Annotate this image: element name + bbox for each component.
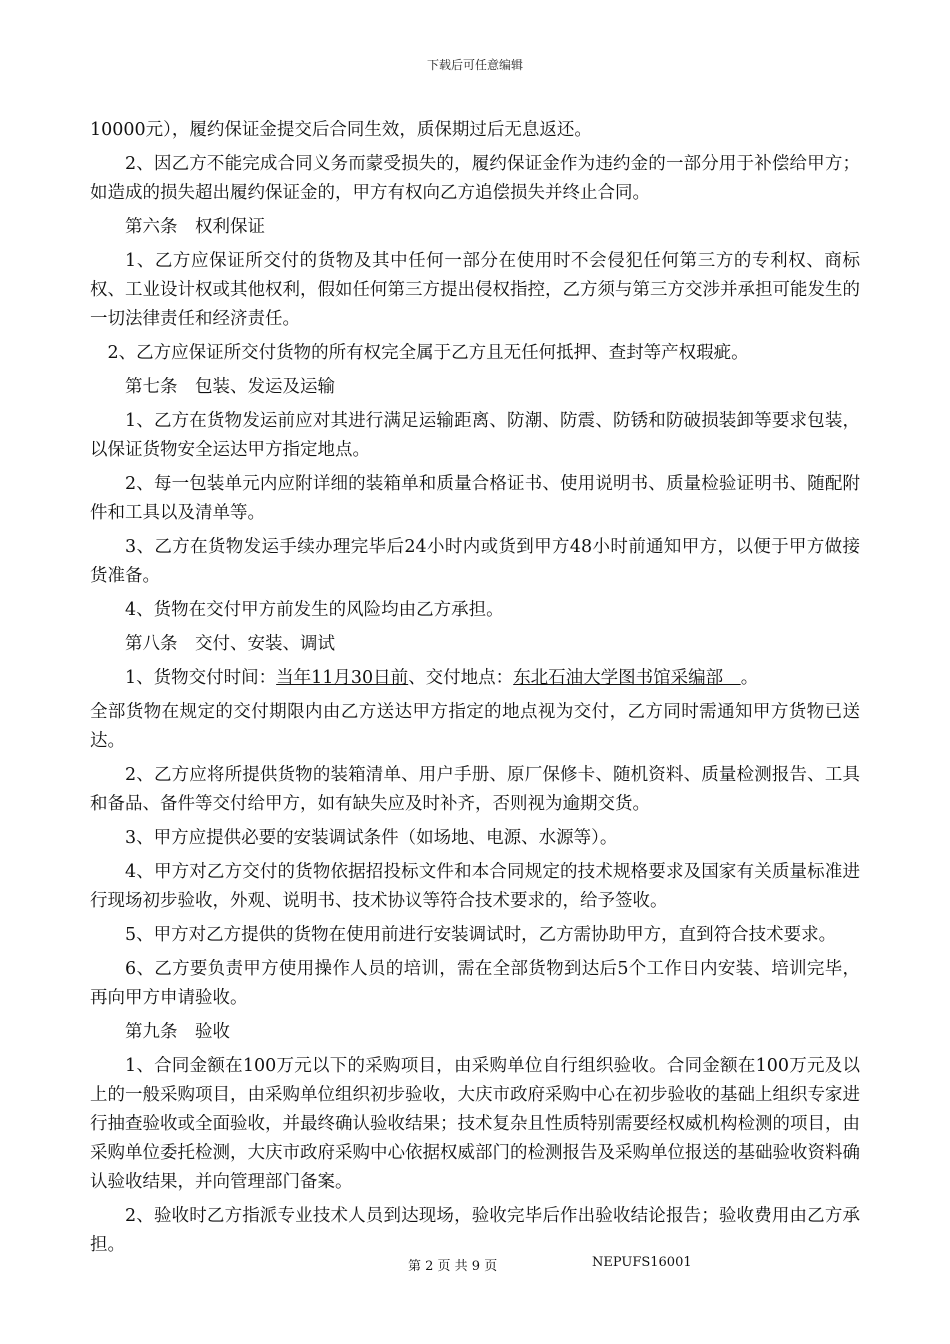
paragraph: 全部货物在规定的交付期限内由乙方送达甲方指定的地点视为交付，乙方同时需通知甲方货物已送达。 bbox=[90, 702, 860, 751]
document-body bbox=[90, 116, 860, 1265]
paragraph: 5、甲方对乙方提供的货物在使用前进行安装调试时，乙方需协助甲方，直到符合技术要求。 bbox=[125, 925, 837, 945]
paragraph: 4、货物在交付甲方前发生的风险均由乙方承担。 bbox=[125, 600, 504, 620]
paragraph: 2、因乙方不能完成合同义务而蒙受损失的，履约保证金作为违约金的一部分用于补偿给甲方；如造成的损失超出履约保证金的，甲方有权向乙方追偿损失并终止合同。 bbox=[90, 154, 860, 203]
page-header: 下载后可任意编辑 bbox=[426, 58, 523, 72]
paragraph: 2、乙方应保证所交付货物的所有权完全属于乙方且无任何抵押、查封等产权瑕疵。 bbox=[107, 343, 749, 363]
paragraph: 2、验收时乙方指派专业技术人员到达现场，验收完毕后作出验收结论报告；验收费用由乙方承担。 bbox=[90, 1206, 860, 1255]
paragraph: 2、乙方应将所提供货物的装箱清单、用户手册、原厂保修卡、随机资料、质量检测报告、工具和备品、备件等交付给甲方，如有缺失应及时补齐，否则视为逾期交货。 bbox=[90, 765, 860, 814]
delivery-suffix: 。 bbox=[740, 668, 759, 688]
section-heading: 第八条 交付、安装、调试 bbox=[125, 634, 335, 654]
page-number: 第 2 页 共 9 页 bbox=[408, 1259, 498, 1274]
paragraph: 3、乙方在货物发运手续办理完毕后24小时内或货到甲方48小时前通知甲方，以便于甲方做接货准备。 bbox=[90, 537, 860, 586]
section-heading: 第九条 验收 bbox=[125, 1022, 230, 1042]
paragraph: 4、甲方对乙方交付的货物依据招投标文件和本合同规定的技术规格要求及国家有关质量标准进行现场初步验收，外观、说明书、技术协议等符合技术要求的，给予签收。 bbox=[90, 862, 860, 911]
delivery-time: 当年11月30日前 bbox=[276, 668, 409, 688]
paragraph: 1、乙方在货物发运前应对其进行满足运输距离、防潮、防震、防锈和防破损装卸等要求包装，以保证货物安全运达甲方指定地点。 bbox=[90, 411, 860, 460]
paragraph: 1、乙方应保证所交付的货物及其中任何一部分在使用时不会侵犯任何第三方的专利权、商标权、工业设计权或其他权利，假如任何第三方提出侵权指控，乙方须与第三方交涉并承担可能发生的一切法律责任和经济责任。 bbox=[90, 251, 860, 329]
delivery-prefix: 1、货物交付时间： bbox=[125, 668, 277, 688]
delivery-mid: 、交付地点： bbox=[408, 668, 514, 688]
section-heading: 第七条 包装、发运及运输 bbox=[125, 377, 335, 397]
paragraph: 1、合同金额在100万元以下的采购项目，由采购单位自行组织验收。合同金额在100万元及以上的一般采购项目，由采购单位组织初步验收，大庆市政府采购中心在初步验收的基础上组织专家进行抽查验收或全面验收，并最终确认验收结果；技术复杂且性质特别需要经权威机构检测的项目，由采购单位委托检测，大庆市政府采购中心依据权威部门的检测报告及采购单位报送的基础验收资料确认验收结果，并向管理部门备案。 bbox=[90, 1056, 860, 1192]
paragraph: 3、甲方应提供必要的安装调试条件（如场地、电源、水源等）。 bbox=[125, 828, 618, 848]
section-heading: 第六条 权利保证 bbox=[125, 217, 265, 237]
paragraph: 6、乙方要负责甲方使用操作人员的培训，需在全部货物到达后5个工作日内安装、培训完毕，再向甲方申请验收。 bbox=[90, 959, 860, 1008]
paragraph: 2、每一包装单元内应附详细的装箱单和质量合格证书、使用说明书、质量检验证明书、随配附件和工具以及清单等。 bbox=[90, 474, 860, 523]
delivery-paragraph bbox=[90, 664, 860, 693]
document-code: NEPUFS16001 bbox=[592, 1255, 692, 1270]
delivery-place: 东北石油大学图书馆采编部 bbox=[513, 668, 741, 688]
paragraph: 10000元），履约保证金提交后合同生效，质保期过后无息返还。 bbox=[90, 120, 592, 140]
